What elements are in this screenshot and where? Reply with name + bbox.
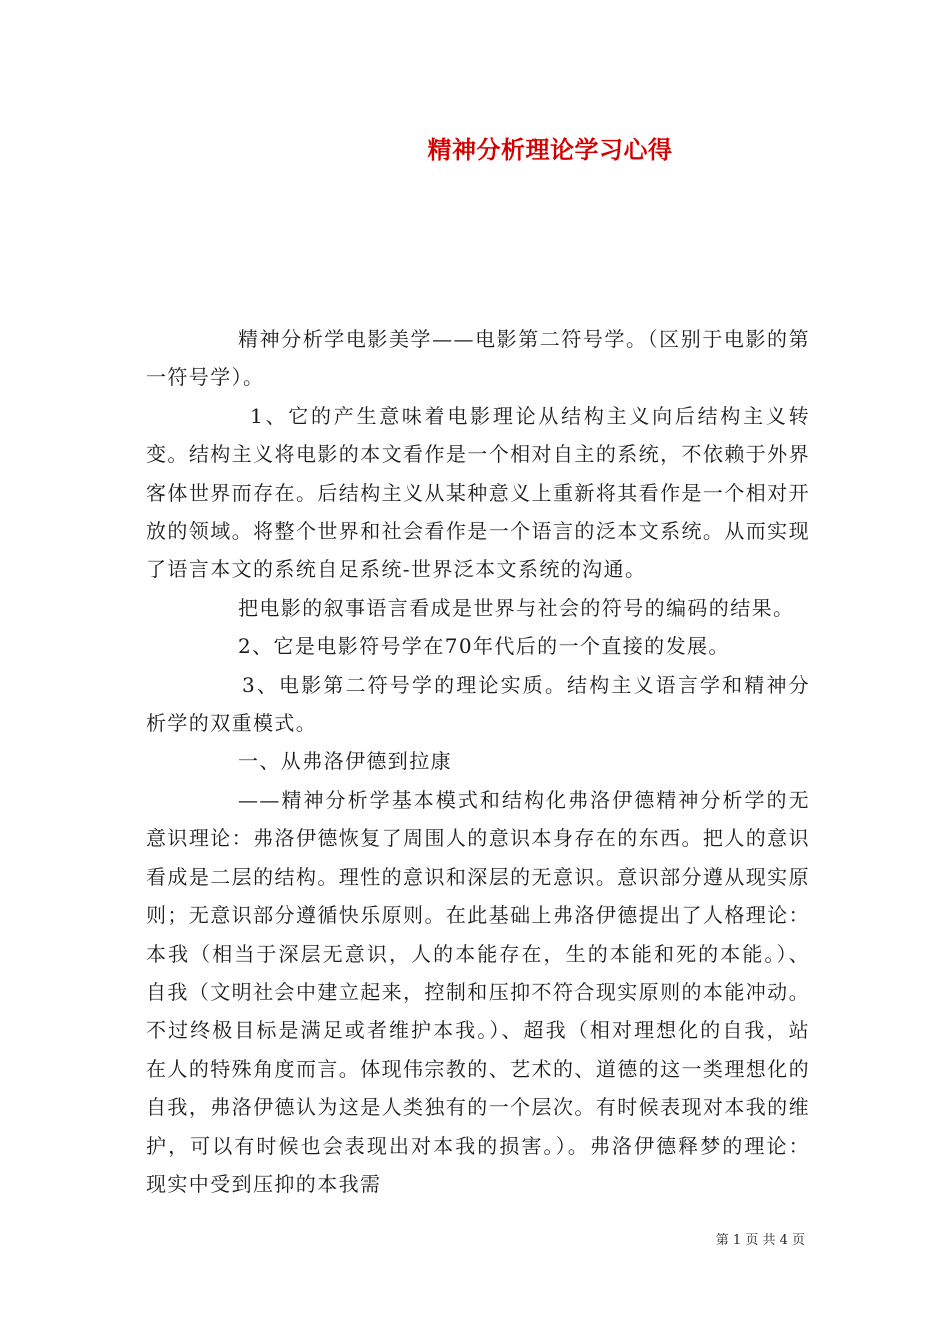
paragraph-intro: 精神分析学电影美学——电影第二符号学。（区别于电影的第一符号学）。	[146, 327, 810, 390]
document-title: 精神分析理论学习心得	[427, 136, 673, 164]
paragraph-narrative: 把电影的叙事语言看成是世界与社会的符号的编码的结果。	[238, 595, 795, 620]
paragraph-freud: ——精神分析学基本模式和结构化弗洛伊德精神分析学的无意识理论：弗洛伊德恢复了周围人的意识本身存在的东西。把人的意识看成是二层的结构。理性的意识和深层的无意识。意识部分遵从现实原则；无意识部分遵循快乐原则。在此基础上弗洛伊德提出了人格理论：本我（相当于深层无意识，人的本能存在，生的本能和死的本能。）、自我（文明社会中建立起来，控制和压抑不符合现实原则的本能冲动。不过终极目标是满足或者维护本我。）、超我（相对理想化的自我，站在人的特殊角度而言。体现伟宗教的、艺术的、道德的这一类理想化的自我，弗洛伊德认为这是人类独有的一个层次。有时候表现对本我的维护，可以有时候也会表现出对本我的损害。）。弗洛伊德释梦的理论：现实中受到压抑的本我需	[146, 787, 810, 1196]
document-body	[146, 320, 810, 1203]
page-number-footer: 第 1 页 共 4 页	[715, 1233, 805, 1248]
paragraph-point-1: 1、它的产生意味着电影理论从结构主义向后结构主义转变。结构主义将电影的本文看作是一个相对自主的系统，不依赖于外界客体世界而存在。后结构主义从某种意义上重新将其看作是一个相对开放的领域。将整个世界和社会看作是一个语言的泛本文系统。从而实现了语言本文的系统自足系统-世界泛本文系统的沟通。	[146, 403, 810, 582]
paragraph-point-3: 3、电影第二符号学的理论实质。结构主义语言学和精神分析学的双重模式。	[146, 672, 810, 736]
section-heading: 一、从弗洛伊德到拉康	[238, 749, 452, 774]
paragraph-point-2: 2、它是电影符号学在70年代后的一个直接的发展。	[238, 634, 730, 659]
